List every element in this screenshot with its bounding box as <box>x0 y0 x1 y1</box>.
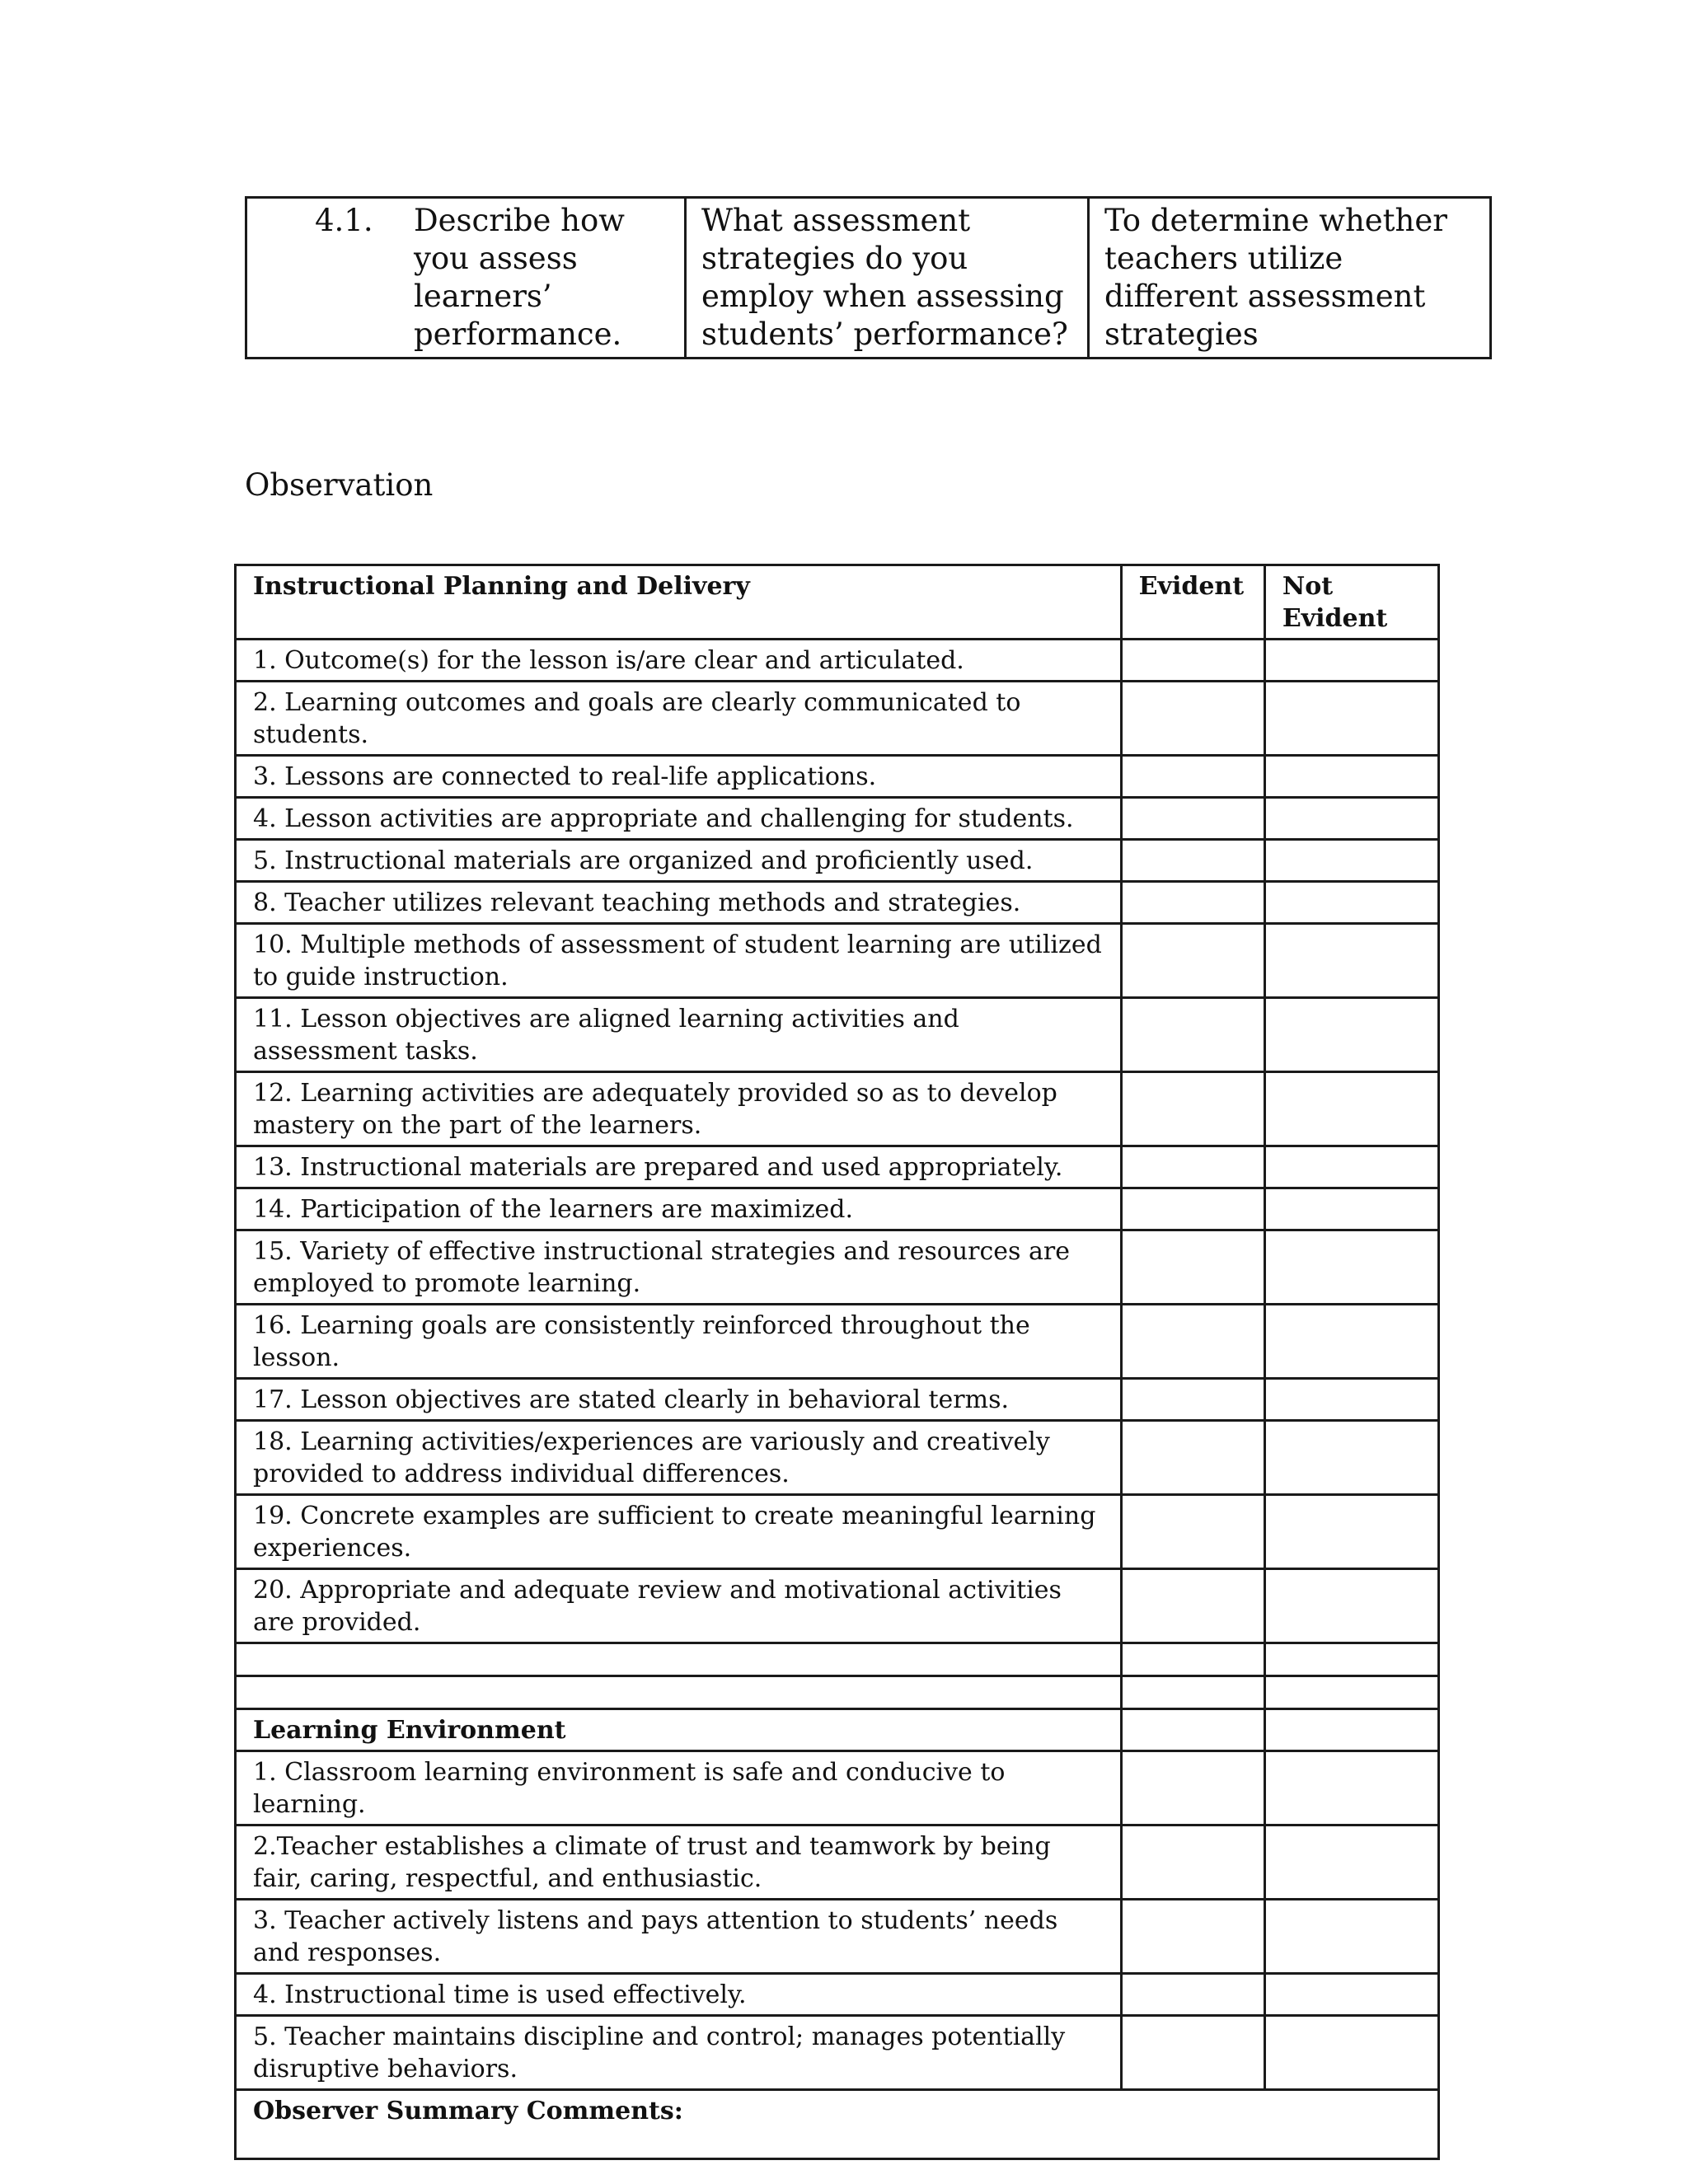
not-evident-cell[interactable] <box>1264 1379 1438 1421</box>
not-evident-cell[interactable] <box>1264 1495 1438 1569</box>
item-text: 5. Instructional materials are organized and proficiently used. <box>236 840 1122 882</box>
not-evident-cell[interactable] <box>1264 1751 1438 1825</box>
not-evident-cell[interactable] <box>1264 998 1438 1072</box>
not-evident-cell[interactable] <box>1264 798 1438 840</box>
question-row <box>246 198 1491 359</box>
table-row <box>236 1072 1439 1146</box>
evident-cell[interactable] <box>1121 1072 1264 1146</box>
not-evident-cell[interactable] <box>1264 882 1438 924</box>
not-evident-cell[interactable] <box>1264 1072 1438 1146</box>
summary-row <box>236 2090 1439 2159</box>
item-text: 10. Multiple methods of assessment of student learning are utilized to guide instruction. <box>236 924 1122 998</box>
not-evident-cell[interactable] <box>1264 1676 1438 1709</box>
item-text: 4. Instructional time is used effectively. <box>236 1974 1122 2016</box>
observation-title: Observation <box>245 467 434 503</box>
table-row <box>236 2016 1439 2090</box>
table-row <box>236 682 1439 756</box>
evident-cell[interactable] <box>1121 840 1264 882</box>
table-row <box>236 882 1439 924</box>
evident-cell[interactable] <box>1121 998 1264 1072</box>
item-text: 20. Appropriate and adequate review and motivational activities are provided. <box>236 1569 1122 1643</box>
evident-cell[interactable] <box>1121 1900 1264 1974</box>
table-row <box>236 1230 1439 1305</box>
evident-column-header: Evident <box>1121 565 1264 640</box>
table-row <box>236 1379 1439 1421</box>
item-text: 8. Teacher utilizes relevant teaching methods and strategies. <box>236 882 1122 924</box>
blank-cell[interactable] <box>236 1676 1122 1709</box>
table-row <box>236 1900 1439 1974</box>
question-cell-1 <box>246 198 686 359</box>
evident-cell[interactable] <box>1121 1146 1264 1188</box>
not-evident-cell[interactable] <box>1264 756 1438 798</box>
item-text: 15. Variety of effective instructional strategies and resources are employed to promote learning. <box>236 1230 1122 1305</box>
evident-cell[interactable] <box>1121 882 1264 924</box>
table-row <box>236 1188 1439 1230</box>
interview-question-table <box>245 196 1492 359</box>
item-text: 14. Participation of the learners are maximized. <box>236 1188 1122 1230</box>
table-row <box>236 1305 1439 1379</box>
evident-cell[interactable] <box>1121 1188 1264 1230</box>
item-text: 2. Learning outcomes and goals are clearly communicated to students. <box>236 682 1122 756</box>
not-evident-cell[interactable] <box>1264 640 1438 682</box>
evident-cell[interactable] <box>1121 682 1264 756</box>
not-evident-cell[interactable] <box>1264 682 1438 756</box>
table-row <box>236 1825 1439 1900</box>
evident-cell[interactable] <box>1121 1421 1264 1495</box>
not-evident-cell[interactable] <box>1264 1230 1438 1305</box>
item-text: 3. Lessons are connected to real-life applications. <box>236 756 1122 798</box>
header-row <box>236 565 1439 640</box>
evident-cell[interactable] <box>1121 1974 1264 2016</box>
table-row <box>236 924 1439 998</box>
section-row-environment <box>236 1709 1439 1751</box>
not-evident-cell[interactable] <box>1264 924 1438 998</box>
table-row <box>236 840 1439 882</box>
evident-cell[interactable] <box>1121 1230 1264 1305</box>
item-text: 3. Teacher actively listens and pays attention to students’ needs and responses. <box>236 1900 1122 1974</box>
evident-cell[interactable] <box>1121 924 1264 998</box>
table-row <box>236 1146 1439 1188</box>
table-row <box>236 1569 1439 1643</box>
evident-cell[interactable] <box>1121 1751 1264 1825</box>
table-row <box>236 798 1439 840</box>
table-row <box>236 756 1439 798</box>
observer-summary-comments[interactable]: Observer Summary Comments: <box>236 2090 1439 2159</box>
not-evident-cell[interactable] <box>1264 1146 1438 1188</box>
evident-cell[interactable] <box>1121 1709 1264 1751</box>
section-heading-planning: Instructional Planning and Delivery <box>236 565 1122 640</box>
not-evident-cell[interactable] <box>1264 1709 1438 1751</box>
question-text: Describe how you assess learners’ performance. <box>414 203 625 352</box>
evident-cell[interactable] <box>1121 1379 1264 1421</box>
item-text: 5. Teacher maintains discipline and control; manages potentially disruptive behaviors. <box>236 2016 1122 2090</box>
item-text: 4. Lesson activities are appropriate and challenging for students. <box>236 798 1122 840</box>
item-text: 13. Instructional materials are prepared and used appropriately. <box>236 1146 1122 1188</box>
table-row <box>236 1751 1439 1825</box>
item-text: 12. Learning activities are adequately provided so as to develop mastery on the part of the learners. <box>236 1072 1122 1146</box>
not-evident-cell[interactable] <box>1264 1305 1438 1379</box>
evident-cell[interactable] <box>1121 1495 1264 1569</box>
not-evident-cell[interactable] <box>1264 1643 1438 1676</box>
not-evident-cell[interactable] <box>1264 1974 1438 2016</box>
not-evident-column-header: Not Evident <box>1264 565 1438 640</box>
item-text: 17. Lesson objectives are stated clearly in behavioral terms. <box>236 1379 1122 1421</box>
section-heading-environment: Learning Environment <box>236 1709 1122 1751</box>
blank-row <box>236 1676 1439 1709</box>
item-text: 2.Teacher establishes a climate of trust and teamwork by being fair, caring, respectful, and enthusiastic. <box>236 1825 1122 1900</box>
evident-cell[interactable] <box>1121 1825 1264 1900</box>
not-evident-cell[interactable] <box>1264 1569 1438 1643</box>
observation-checklist-table <box>234 564 1440 2160</box>
table-row <box>236 640 1439 682</box>
evident-cell[interactable] <box>1121 1305 1264 1379</box>
evident-cell[interactable] <box>1121 1676 1264 1709</box>
question-cell-2: What assessment strategies do you employ when assessing students’ performance? <box>686 198 1089 359</box>
evident-cell[interactable] <box>1121 1643 1264 1676</box>
table-row <box>236 1421 1439 1495</box>
evident-cell[interactable] <box>1121 640 1264 682</box>
evident-cell[interactable] <box>1121 1569 1264 1643</box>
item-text: 1. Classroom learning environment is safe and conducive to learning. <box>236 1751 1122 1825</box>
evident-cell[interactable] <box>1121 798 1264 840</box>
not-evident-cell[interactable] <box>1264 2016 1438 2090</box>
table-row <box>236 1974 1439 2016</box>
item-text: 19. Concrete examples are sufficient to create meaningful learning experiences. <box>236 1495 1122 1569</box>
not-evident-cell[interactable] <box>1264 1421 1438 1495</box>
item-text: 18. Learning activities/experiences are variously and creatively provided to address individual differences. <box>236 1421 1122 1495</box>
not-evident-cell[interactable] <box>1264 1825 1438 1900</box>
table-row <box>236 998 1439 1072</box>
evident-cell[interactable] <box>1121 2016 1264 2090</box>
blank-row <box>236 1643 1439 1676</box>
evident-cell[interactable] <box>1121 756 1264 798</box>
not-evident-cell[interactable] <box>1264 1900 1438 1974</box>
item-text: 1. Outcome(s) for the lesson is/are clear and articulated. <box>236 640 1122 682</box>
blank-cell[interactable] <box>236 1643 1122 1676</box>
question-number: 4.1. <box>315 203 373 238</box>
question-cell-3: To determine whether teachers utilize different assessment strategies <box>1089 198 1491 359</box>
not-evident-cell[interactable] <box>1264 1188 1438 1230</box>
not-evident-cell[interactable] <box>1264 840 1438 882</box>
table-row <box>236 1495 1439 1569</box>
item-text: 16. Learning goals are consistently reinforced throughout the lesson. <box>236 1305 1122 1379</box>
item-text: 11. Lesson objectives are aligned learning activities and assessment tasks. <box>236 998 1122 1072</box>
